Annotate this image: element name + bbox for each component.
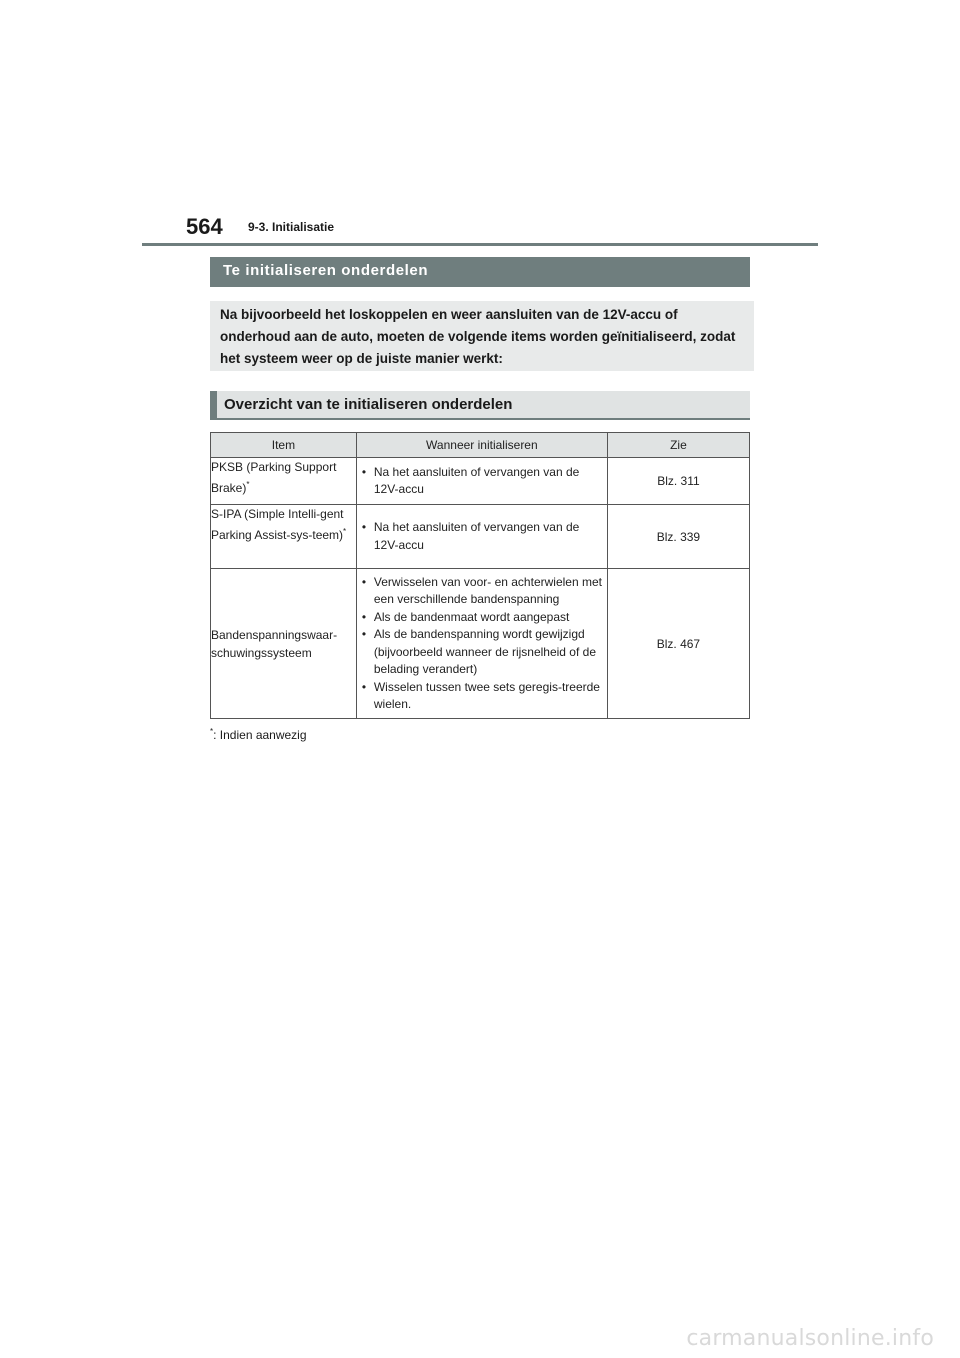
when-cell xyxy=(356,505,607,569)
item-cell xyxy=(211,458,357,505)
footnote xyxy=(210,727,307,742)
list-item: • Na het aansluiten of vervangen van de 12V-accu xyxy=(362,519,603,554)
column-header-when: Wanneer initialiseren xyxy=(356,433,607,458)
when-list xyxy=(357,516,607,557)
footnote-mark: * xyxy=(246,480,250,489)
list-item: • Als de bandenspanning wordt gewijzigd (bijvoorbeeld wanneer de rijsnelheid of de belading verandert) xyxy=(362,626,603,679)
table-row xyxy=(211,569,750,719)
chapter-title: 9-3. Initialisatie xyxy=(248,220,335,234)
table-row xyxy=(211,505,750,569)
subsection-title: Overzicht van te initialiseren onderdelen xyxy=(210,391,750,420)
footnote-text: : Indien aanwezig xyxy=(213,728,307,742)
list-item: • Als de bandenmaat wordt aangepast xyxy=(362,609,603,627)
when-cell xyxy=(356,458,607,505)
watermark: carmanualsonline.info xyxy=(686,1326,934,1351)
page-number: 564 xyxy=(186,214,223,239)
ref-cell: Blz. 467 xyxy=(607,569,749,719)
list-item: • Wisselen tussen twee sets geregis-treerde wielen. xyxy=(362,679,603,714)
list-item: • Na het aansluiten of vervangen van de 12V-accu xyxy=(362,464,603,499)
list-item: • Verwisselen van voor- en achterwielen met een verschillende bandenspanning xyxy=(362,574,603,609)
when-list xyxy=(357,571,607,717)
when-list xyxy=(357,461,607,502)
section-title: Te initialiseren onderdelen xyxy=(210,257,750,287)
item-name: S-IPA (Simple Intelli-gent Parking Assist-sys-teem) xyxy=(211,507,344,542)
ref-cell: Blz. 339 xyxy=(607,505,749,569)
intro-box xyxy=(210,301,754,371)
item-cell xyxy=(211,505,357,569)
when-cell xyxy=(356,569,607,719)
item-name: Bandenspanningswaar-schuwingssysteem xyxy=(211,627,338,660)
table-row xyxy=(211,458,750,505)
footnote-mark: * xyxy=(343,527,347,536)
header-divider xyxy=(142,243,818,246)
initialization-table xyxy=(210,432,750,719)
footnote-mark: * xyxy=(210,727,214,736)
intro-text: Na bijvoorbeeld het loskoppelen en weer aansluiten van de 12V-accu of onderhoud aan de auto, moeten de volgende items worden geïnitialiseerd, zodat het systeem weer op de juiste manier werkt: xyxy=(220,307,736,366)
table-header-row xyxy=(211,433,750,458)
item-cell xyxy=(211,569,357,719)
column-header-ref: Zie xyxy=(607,433,749,458)
ref-cell: Blz. 311 xyxy=(607,458,749,505)
item-name: PKSB (Parking Support Brake) xyxy=(211,460,337,495)
column-header-item: Item xyxy=(211,433,357,458)
